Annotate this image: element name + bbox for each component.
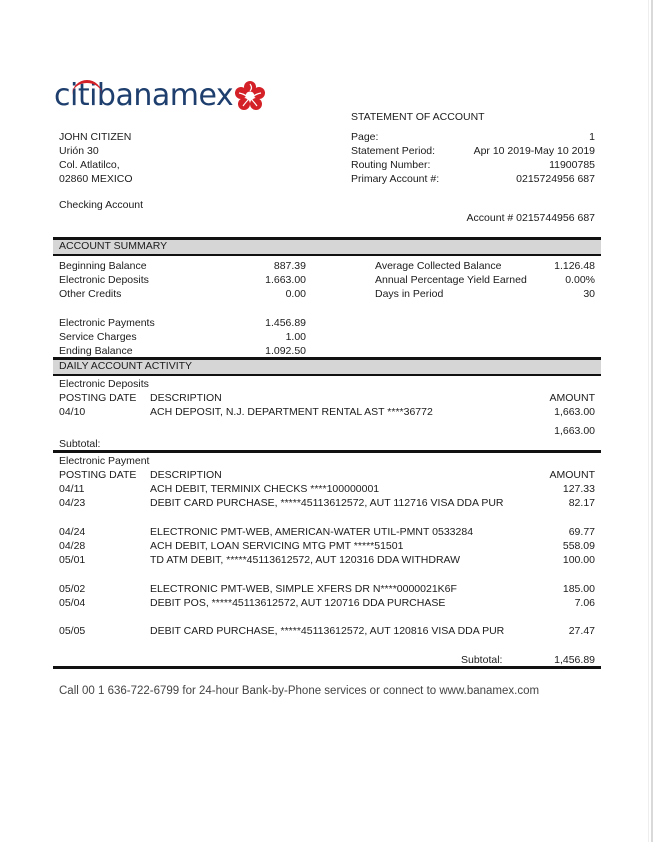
posting-date: 04/11 <box>59 483 85 495</box>
description: DEBIT CARD PURCHASE, *****45113612572, AUT 112716 VISA DDA PUR <box>150 497 504 509</box>
amount: 185.00 <box>562 583 595 595</box>
meta-value: 11900785 <box>549 159 595 171</box>
summary-label: Other Credits <box>59 288 122 300</box>
customer-address <box>59 130 133 186</box>
customer-name: JOHN CITIZEN <box>59 131 132 143</box>
section-title: DAILY ACCOUNT ACTIVITY <box>59 360 193 372</box>
column-header-amount: AMOUNT <box>549 392 595 404</box>
subtotal-amount: 1,456.89 <box>554 654 595 666</box>
summary-row-service-charges <box>59 330 306 344</box>
meta-value: 1 <box>589 131 595 143</box>
summary-row-electronic-payments <box>59 316 306 330</box>
address-line-1: Urión 30 <box>59 145 99 157</box>
summary-row-beginning-balance <box>59 259 306 273</box>
statement-title: STATEMENT OF ACCOUNT <box>351 111 485 123</box>
column-header-amount: AMOUNT <box>549 469 595 481</box>
amount: 69.77 <box>568 526 595 538</box>
subsection-title: Electronic Payment <box>59 455 150 467</box>
summary-label: Ending Balance <box>59 345 133 357</box>
posting-date: 04/24 <box>59 526 86 538</box>
daily-activity-header <box>53 360 601 374</box>
summary-label: Days in Period <box>375 288 444 300</box>
citibanamex-logo <box>54 72 265 116</box>
posting-date: 04/10 <box>59 406 86 418</box>
account-summary-header <box>53 240 601 254</box>
amount: 100.00 <box>562 554 595 566</box>
description: DEBIT POS, *****45113612572, AUT 120716 DDA PURCHASE <box>150 597 446 609</box>
summary-row-electronic-deposits <box>59 273 306 287</box>
description: DEBIT CARD PURCHASE, *****45113612572, AUT 120816 VISA DDA PUR <box>150 625 505 637</box>
column-header-description: DESCRIPTION <box>150 469 222 481</box>
summary-label: Average Collected Balance <box>375 260 502 272</box>
amount: 127.33 <box>562 483 595 495</box>
subtotal-label: Subtotal: <box>59 438 101 450</box>
account-type: Checking Account <box>59 199 144 211</box>
posting-date: 05/04 <box>59 597 86 609</box>
amount: 82.17 <box>568 497 595 509</box>
posting-date: 05/05 <box>59 625 86 637</box>
page-edge <box>651 0 653 842</box>
meta-label: Statement Period: <box>351 145 436 157</box>
column-header-date: POSTING DATE <box>59 392 137 404</box>
address-line-3: 02860 MEXICO <box>59 173 133 185</box>
description: ACH DEBIT, TERMINIX CHECKS ****100000001 <box>150 483 380 495</box>
subsection-title: Electronic Deposits <box>59 378 149 390</box>
column-header-description: DESCRIPTION <box>150 392 222 404</box>
divider <box>53 254 601 256</box>
divider <box>53 374 601 376</box>
divider <box>53 450 601 453</box>
column-header-date: POSTING DATE <box>59 469 137 481</box>
summary-label: Beginning Balance <box>59 260 147 272</box>
meta-page <box>351 130 595 144</box>
description: ACH DEPOSIT, N.J. DEPARTMENT RENTAL AST ****36772 <box>150 406 433 418</box>
summary-value: 1.092.50 <box>265 345 306 357</box>
statement-meta <box>351 130 595 186</box>
summary-value: 887.39 <box>273 260 306 272</box>
meta-label: Routing Number: <box>351 159 431 171</box>
summary-value: 0.00% <box>565 274 595 286</box>
summary-row-average-collected-balance <box>375 259 595 273</box>
meta-value: 0215724956 687 <box>516 173 595 185</box>
amount: 7.06 <box>574 597 595 609</box>
summary-value: 1.456.89 <box>265 317 306 329</box>
summary-label: Annual Percentage Yield Earned <box>375 274 527 286</box>
posting-date: 05/01 <box>59 554 86 566</box>
posting-date: 05/02 <box>59 583 86 595</box>
posting-date: 04/23 <box>59 497 86 509</box>
amount: 1,663.00 <box>554 406 595 418</box>
meta-routing-number <box>351 158 595 172</box>
section-title: ACCOUNT SUMMARY <box>59 240 168 252</box>
description: ELECTRONIC PMT-WEB, AMERICAN-WATER UTIL-PMNT 0533284 <box>150 526 474 538</box>
meta-primary-account <box>351 172 595 186</box>
summary-value: 30 <box>583 288 595 300</box>
page-edge-inner <box>648 0 649 842</box>
summary-value: 1.663.00 <box>265 274 306 286</box>
summary-value: 0.00 <box>285 288 306 300</box>
meta-label: Page: <box>351 131 379 143</box>
description: ELECTRONIC PMT-WEB, SIMPLE XFERS DR N****0000021K6F <box>150 583 457 595</box>
summary-label: Service Charges <box>59 331 137 343</box>
meta-value: Apr 10 2019-May 10 2019 <box>473 145 595 157</box>
summary-row-days-in-period <box>375 287 595 301</box>
posting-date: 04/28 <box>59 540 86 552</box>
account-number: Account # 0215744956 687 <box>466 212 595 224</box>
summary-row-ending-balance <box>59 344 306 358</box>
banamex-flower-icon <box>235 81 265 111</box>
amount: 27.47 <box>568 625 595 637</box>
meta-label: Primary Account #: <box>351 173 440 185</box>
summary-value: 1.00 <box>285 331 306 343</box>
summary-label: Electronic Deposits <box>59 274 149 286</box>
deposits-total-amount: 1,663.00 <box>554 425 595 437</box>
logo-wordmark <box>54 76 233 116</box>
footer-contact: Call 00 1 636-722-6799 for 24-hour Bank-by-Phone services or connect to www.banamex.com <box>59 685 540 697</box>
divider <box>53 666 601 669</box>
address-line-2: Col. Atlatilco, <box>59 159 120 171</box>
summary-row-apy-earned <box>375 273 595 287</box>
subtotal-label: Subtotal: <box>461 654 503 666</box>
summary-value: 1.126.48 <box>554 260 595 272</box>
description: ACH DEBIT, LOAN SERVICING MTG PMT *****51501 <box>150 540 404 552</box>
summary-label: Electronic Payments <box>59 317 155 329</box>
amount: 558.09 <box>562 540 595 552</box>
description: TD ATM DEBIT, *****45113612572, AUT 120316 DDA WITHDRAW <box>150 554 461 566</box>
summary-row-other-credits <box>59 287 306 301</box>
logo-text: citibanamex <box>54 78 234 113</box>
meta-statement-period <box>351 144 595 158</box>
